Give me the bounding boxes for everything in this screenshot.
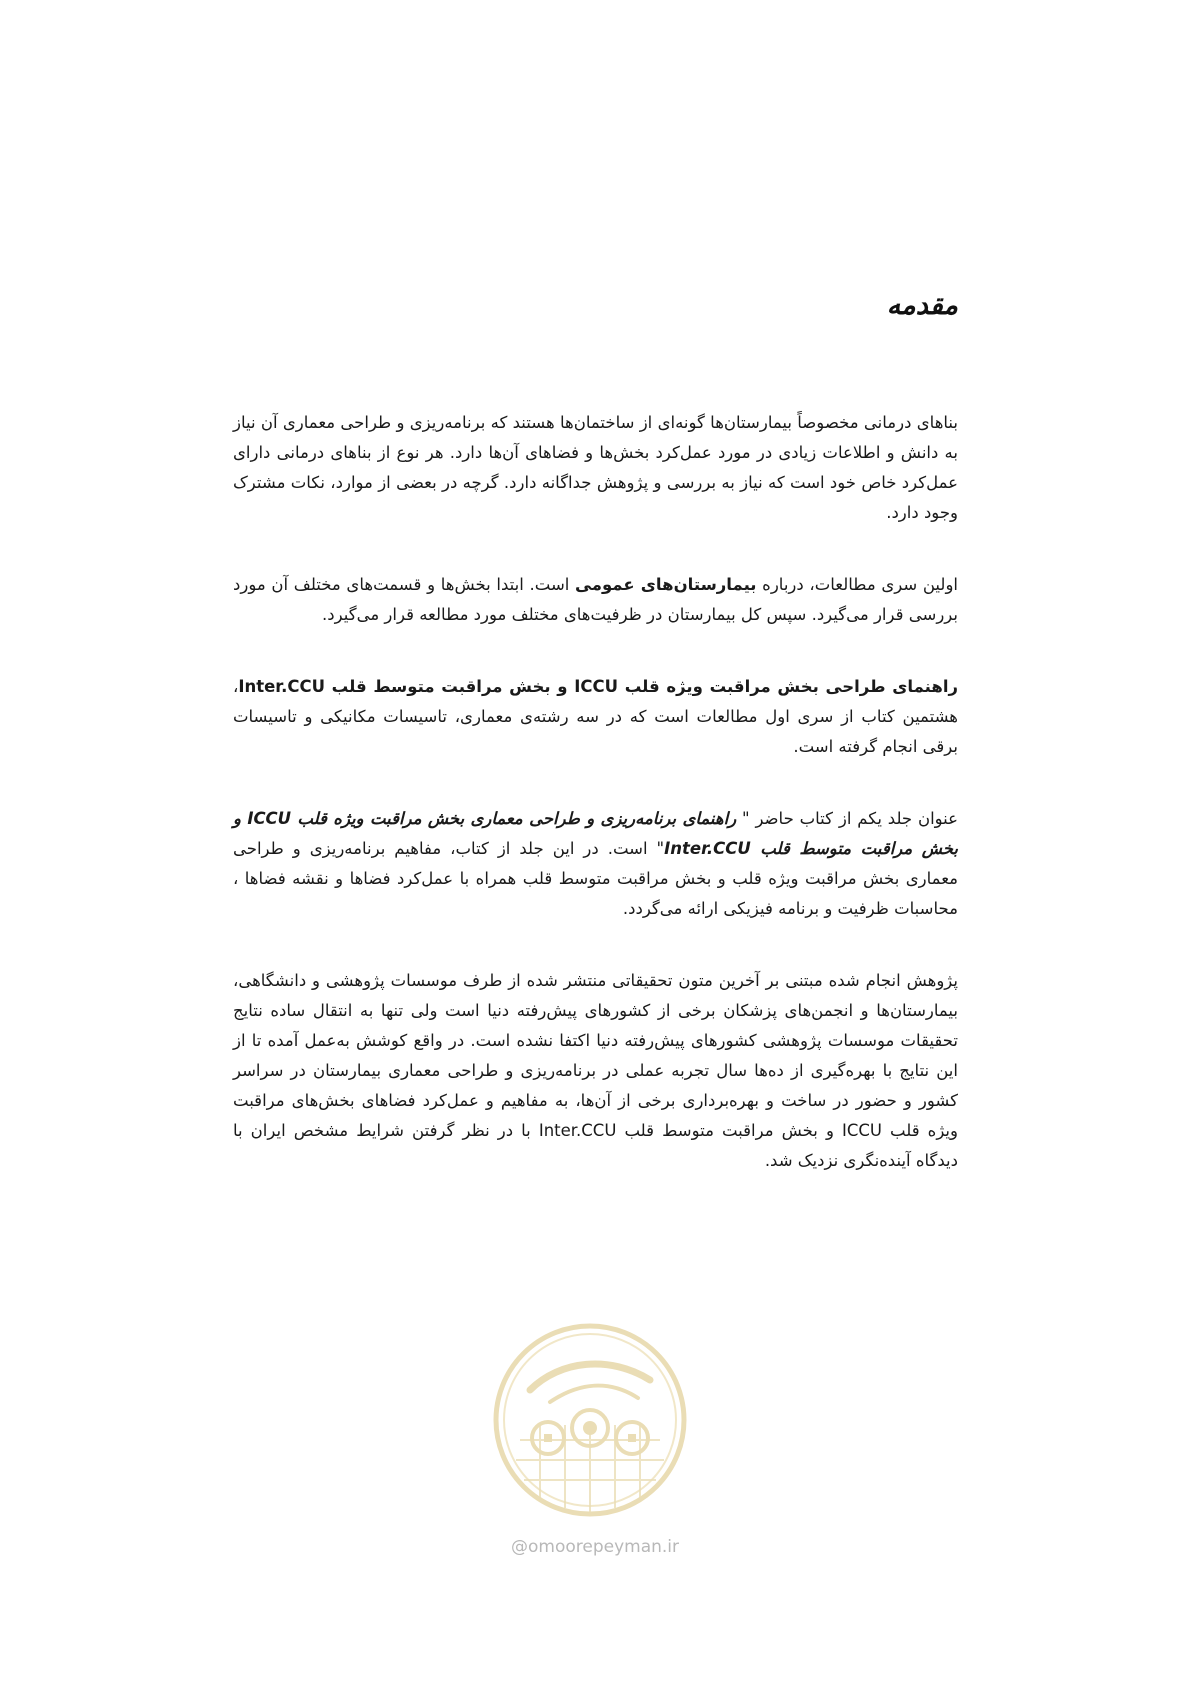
paragraph-5: پژوهش انجام شده مبتنی بر آخرین متون تحقیقاتی منتشر شده از طرف موسسات پژوهشی و دانشگاهی، بیمارستان‌ها و انجمن‌های پزشکان برخی از کشورهای پیش‌رفته دنیا است ولی تنها به انتقال ساده نتایج تحقیقات موسسات پژوهشی کشورهای پیش‌رفته دنیا اکتفا نشده است. در واقع کوشش به‌عمل آمده تا از این نتایج با بهره‌گیری از ده‌ها سال تجربه عملی در برنامه‌ریزی و طراحی معماری بیمارستان در سراسر کشور و حضور در ساخت و بهره‌برداری برخی از آن‌ها، به مفاهیم و عمل‌کرد فضاهای بخش‌های مراقبت ویژه قلب ICCU و بخش مراقبت متوسط قلب Inter.CCU با در نظر گرفتن شرایط مشخص ایران با دیدگاه آینده‌نگری نزدیک شد. bbox=[233, 971, 958, 1170]
watermark-logo bbox=[490, 1320, 690, 1520]
page-title: مقدمه bbox=[886, 290, 958, 321]
paragraph-2-text-after: است. ابتدا بخش‌ها و قسمت‌های مختلف آن مورد بررسی قرار می‌گیرد. سپس کل بیمارستان در ظرفیت‌های مختلف مورد مطالعه قرار می‌گیرد. bbox=[233, 575, 958, 624]
paragraph-2 bbox=[233, 570, 958, 630]
paragraph-4 bbox=[233, 804, 958, 924]
paragraph-2-bold: بیمارستان‌های عمومی bbox=[575, 575, 757, 594]
body-text bbox=[233, 408, 958, 1218]
paragraph-4-text-before: عنوان جلد یکم از کتاب حاضر " bbox=[736, 809, 958, 828]
paragraph-3-bold: راهنمای طراحی بخش مراقبت ویژه قلب ICCU و بخش مراقبت متوسط قلب Inter.CCU bbox=[238, 677, 958, 696]
paragraph-1: بناهای درمانی مخصوصاً بیمارستان‌ها گونه‌ای از ساختمان‌ها هستند که برنامه‌ریزی و طراحی معماری آن نیاز به دانش و اطلاعات زیادی در مورد عمل‌کرد بخش‌ها و فضاهای آن‌ها دارد. هر نوع از بناهای درمانی دارای عمل‌کرد خاص خود است که نیاز به بررسی و پژوهش جداگانه دارد. گرچه در بعضی از موارد، نکات مشترک وجود دارد. bbox=[233, 413, 958, 522]
paragraph-3-text-after: ، هشتمین کتاب از سری اول مطالعات است که در سه رشته‌ی معماری، تاسیسات مکانیکی و تاسیسات برقی انجام گرفته است. bbox=[233, 677, 958, 756]
paragraph-2-text-before: اولین سری مطالعات، درباره bbox=[756, 575, 958, 594]
paragraph-4-text-after: " است. در این جلد از کتاب، مفاهیم برنامه‌ریزی و طراحی معماری بخش مراقبت ویژه قلب و بخش مراقبت متوسط قلب همراه با عمل‌کرد فضاها و نقشه فضاها ، محاسبات ظرفیت و برنامه فیزیکی ارائه می‌گردد. bbox=[233, 839, 958, 918]
paragraph-4-bold-italic: راهنمای برنامه‌ریزی و طراحی معماری بخش مراقبت ویژه قلب ICCU و بخش مراقبت متوسط قلب Inter.CCU bbox=[233, 809, 958, 858]
watermark-url: @omoorepeyman.ir bbox=[510, 1537, 680, 1557]
paragraph-3 bbox=[233, 672, 958, 762]
